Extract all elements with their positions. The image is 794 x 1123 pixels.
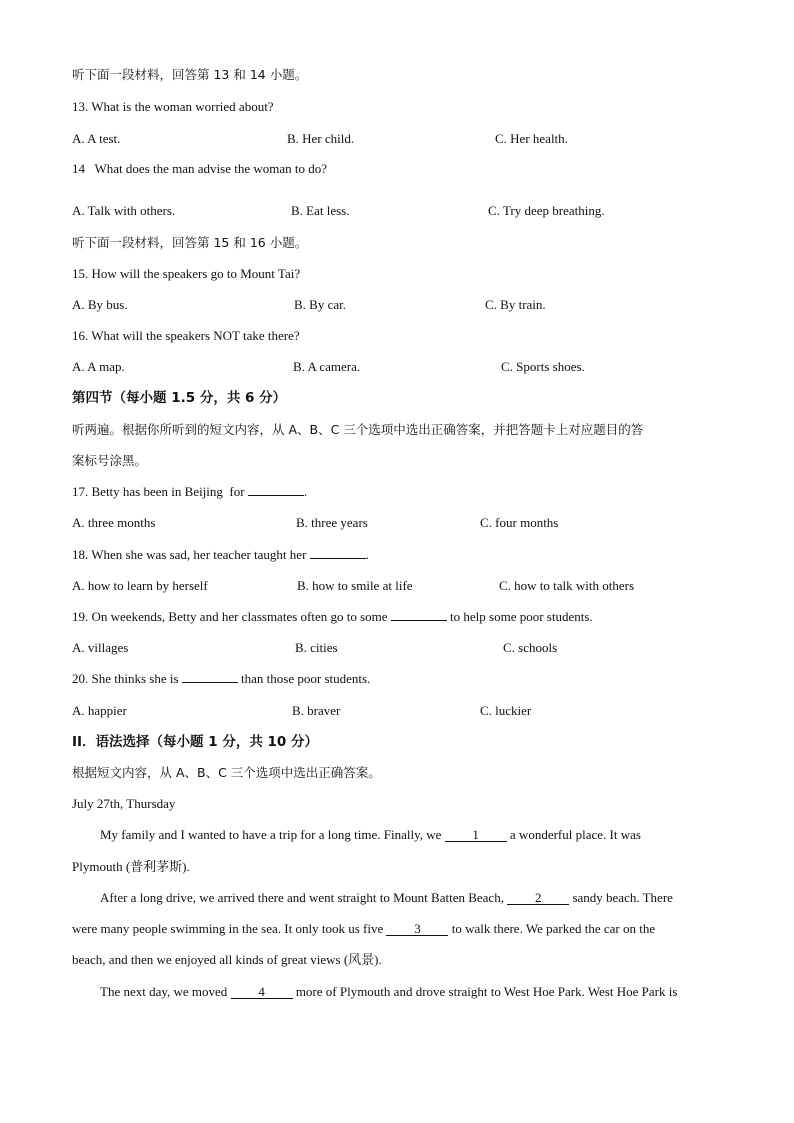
- question-17-option-a: A. three months: [72, 515, 156, 530]
- question-13-stem: 13. What is the woman worried about?: [72, 99, 274, 114]
- question-13-option-a: A. A test.: [72, 131, 121, 146]
- answer-blank: [391, 620, 447, 621]
- question-19-option-b: B. cities: [295, 640, 338, 655]
- part-2-instructions: 根据短文内容，从 A、B、C 三个选项中选出正确答案。: [72, 765, 381, 780]
- section-4-instructions-line-1: 听两遍。根据你所听到的短文内容，从 A、B、C 三个选项中选出正确答案，并把答题卡上对应题目的答: [72, 422, 644, 437]
- question-15-stem: 15. How will the speakers go to Mount Tai?: [72, 266, 301, 281]
- question-18-stem-text: 18. When she was sad, her teacher taught her: [72, 547, 310, 562]
- passage-text: more of Plymouth and drove straight to West Hoe Park. West Hoe Park is: [292, 984, 678, 999]
- question-14-option-b: B. Eat less.: [291, 203, 350, 218]
- answer-blank: [310, 558, 366, 559]
- section-4-title: 第四节（每小题 1.5 分，共 6 分）: [72, 390, 287, 406]
- section-intro-15-16: 听下面一段材料，回答第 15 和 16 小题。: [72, 235, 308, 250]
- part-2-title: II．语法选择（每小题 1 分，共 10 分）: [72, 734, 319, 750]
- question-19-option-a: A. villages: [72, 640, 129, 655]
- question-13-option-c: C. Her health.: [495, 131, 568, 146]
- question-14-stem: 14 What does the man advise the woman to do?: [72, 161, 328, 176]
- cloze-blank-2: 2: [507, 891, 569, 905]
- question-16-stem: 16. What will the speakers NOT take there?: [72, 328, 300, 343]
- section-intro-13-14: 听下面一段材料，回答第 13 和 14 小题。: [72, 67, 308, 82]
- answer-blank: [182, 682, 238, 683]
- cloze-blank-3: 3: [386, 922, 448, 936]
- question-14-option-c: C. Try deep breathing.: [488, 203, 605, 218]
- question-19-stem-text: 19. On weekends, Betty and her classmates often go to some: [72, 609, 391, 624]
- passage-paragraph-3-line-1: [100, 984, 677, 1000]
- passage-text: sandy beach. There: [569, 890, 673, 905]
- question-20-option-c: C. luckier: [480, 703, 532, 718]
- passage-text: After a long drive, we arrived there and went straight to Mount Batten Beach,: [100, 890, 508, 905]
- passage-date: July 27th, Thursday: [72, 796, 176, 811]
- question-20-stem: [72, 671, 370, 687]
- cloze-blank-1: 1: [445, 828, 507, 842]
- question-19-stem-end: to help some poor students.: [446, 609, 593, 624]
- question-18-option-a: A. how to learn by herself: [72, 578, 208, 593]
- question-20-option-b: B. braver: [292, 703, 341, 718]
- question-17-option-b: B. three years: [296, 515, 368, 530]
- passage-text: a wonderful place. It was: [506, 827, 641, 842]
- passage-text: My family and I wanted to have a trip for a long time. Finally, we: [100, 827, 445, 842]
- question-18-stem-end: .: [365, 547, 369, 562]
- cloze-blank-4: 4: [231, 985, 293, 999]
- passage-paragraph-2-line-3: beach, and then we enjoyed all kinds of great views (风景).: [72, 952, 382, 967]
- passage-paragraph-1-line-2: Plymouth (普利茅斯).: [72, 859, 190, 874]
- passage-paragraph-2-line-1: [100, 890, 673, 906]
- question-19-option-c: C. schools: [503, 640, 558, 655]
- question-16-option-b: B. A camera.: [293, 359, 361, 374]
- question-18-stem: [72, 547, 369, 563]
- question-15-option-a: A. By bus.: [72, 297, 128, 312]
- question-20-stem-text: 20. She thinks she is: [72, 671, 182, 686]
- question-20-stem-end: than those poor students.: [237, 671, 371, 686]
- passage-text: were many people swimming in the sea. It only took us five: [72, 921, 387, 936]
- answer-blank: [248, 495, 304, 496]
- question-18-option-b: B. how to smile at life: [297, 578, 413, 593]
- question-17-stem: [72, 484, 307, 500]
- passage-text: to walk there. We parked the car on the: [448, 921, 656, 936]
- question-16-option-a: A. A map.: [72, 359, 125, 374]
- question-17-option-c: C. four months: [480, 515, 559, 530]
- question-13-option-b: B. Her child.: [287, 131, 355, 146]
- question-16-option-c: C. Sports shoes.: [501, 359, 585, 374]
- question-15-option-c: C. By train.: [485, 297, 546, 312]
- question-17-stem-text: 17. Betty has been in Beijing for: [72, 484, 248, 499]
- section-4-instructions-line-2: 案标号涂黑。: [72, 453, 148, 468]
- question-17-stem-end: .: [303, 484, 308, 499]
- question-20-option-a: A. happier: [72, 703, 127, 718]
- passage-text: The next day, we moved: [100, 984, 231, 999]
- question-18-option-c: C. how to talk with others: [499, 578, 635, 593]
- question-14-option-a: A. Talk with others.: [72, 203, 176, 218]
- question-15-option-b: B. By car.: [294, 297, 346, 312]
- passage-paragraph-1-line-1: [100, 827, 641, 843]
- question-19-stem: [72, 609, 593, 625]
- passage-paragraph-2-line-2: [72, 921, 655, 937]
